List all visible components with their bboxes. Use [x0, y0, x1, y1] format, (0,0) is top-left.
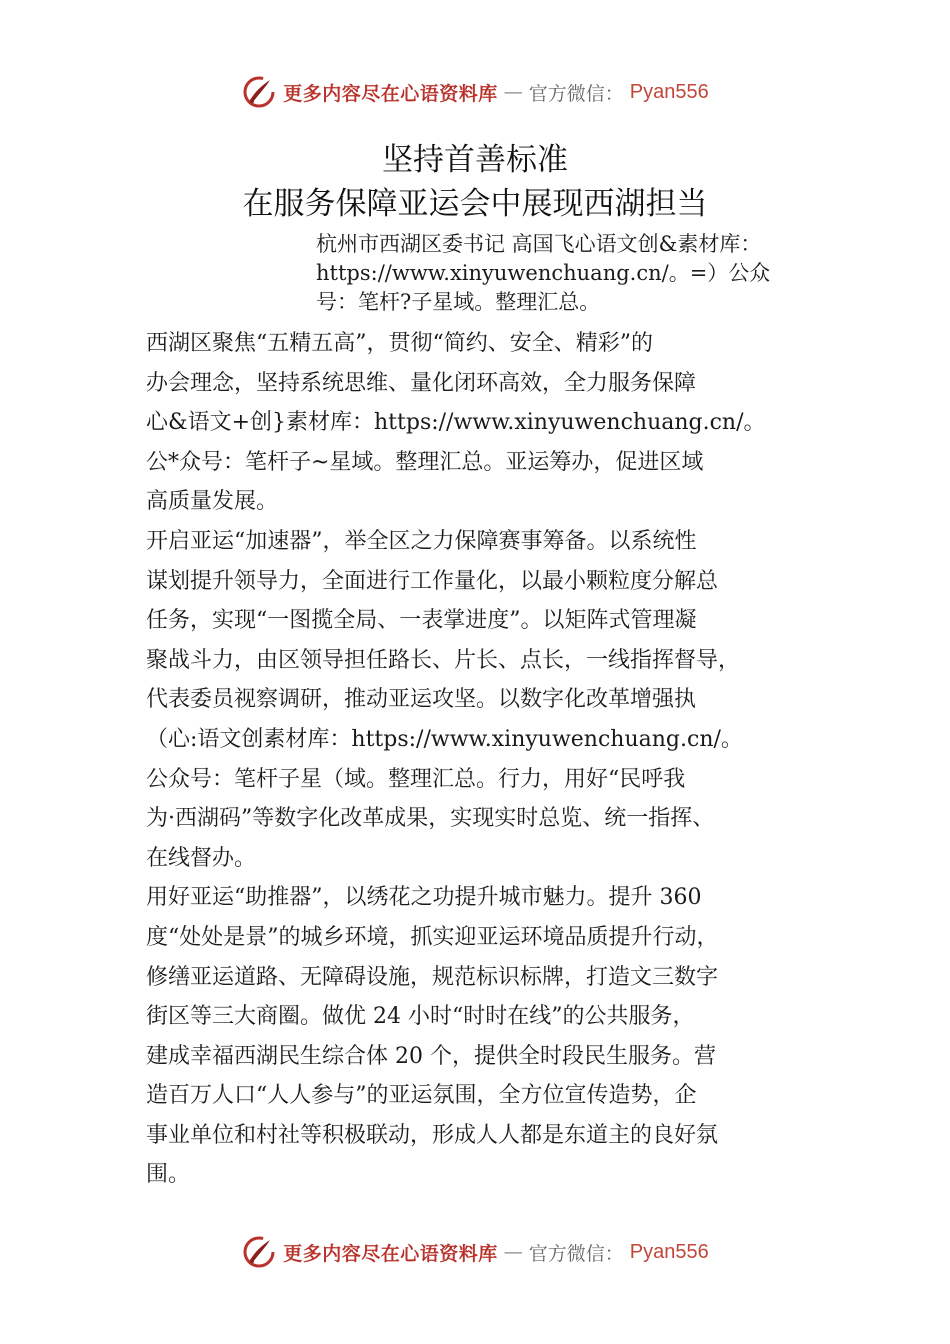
body-line: 任务，实现“一图揽全局、一表掌进度”。以矩阵式管理凝 — [146, 608, 697, 634]
body-line: 度“处处是景”的城乡环境，抓实迎亚运环境品质提升行动， — [146, 924, 719, 950]
body-line: 造百万人口“人人参与”的亚运氛围，全方位宣传造势，企 — [146, 1083, 697, 1109]
body-line: （心:语文创素材库：https://www.xinyuwenchuang.cn/。 — [146, 726, 743, 752]
document-title-line-2: 在服务保障亚运会中展现西湖担当 — [242, 186, 708, 222]
body-line: 西湖区聚焦“五精五高”，贯彻“简约、安全、精彩”的 — [146, 331, 653, 356]
body-line: 街区等三大商圈。做优 24 小时“时时在线”的公共服务， — [146, 1004, 695, 1030]
brush-circle-logo-icon — [241, 74, 277, 110]
byline-line: 号：笔杆?子星域。整理汇总。 — [316, 290, 601, 314]
banner-separator: — — [503, 1241, 523, 1263]
body-line: 开启亚运“加速器”，举全区之力保障赛事筹备。以系统性 — [146, 528, 697, 554]
article-body — [146, 324, 836, 1195]
body-line: 代表委员视察调研，推动亚运攻坚。以数字化改革增强执 — [146, 687, 697, 713]
brush-circle-logo-icon — [241, 1234, 277, 1270]
banner-separator: — — [503, 81, 523, 103]
body-line: 办会理念，坚持系统思维、量化闭环高效，全力服务保障 — [146, 370, 697, 396]
body-line: 谋划提升领导力，全面进行工作量化，以最小颗粒度分解总 — [146, 568, 719, 594]
banner-account: Pyan556 — [629, 80, 709, 103]
body-line: 在线督办。 — [146, 845, 257, 871]
banner-wechat-label: 官方微信： — [528, 1242, 624, 1265]
banner-brand: 更多内容尽在心语资料库 — [283, 1242, 498, 1265]
banner-wechat-label: 官方微信： — [528, 82, 624, 105]
body-line: 建成幸福西湖民生综合体 20 个，提供全时段民生服务。营 — [146, 1043, 716, 1069]
body-line: 高质量发展。 — [146, 489, 279, 515]
body-line: 心&语文+创}素材库：https://www.xinyuwenchuang.cn/。 — [146, 410, 766, 436]
body-line: 公众号：笔杆子星（域。整理汇总。行力，用好“民呼我 — [146, 766, 686, 792]
footer-banner — [0, 1232, 950, 1272]
header-banner — [0, 72, 950, 112]
author-byline — [316, 230, 856, 317]
body-line: 围。 — [146, 1162, 191, 1188]
body-line: 公*众号：笔杆子~星域。整理汇总。亚运筹办，促进区域 — [146, 449, 704, 475]
byline-line: 杭州市西湖区委书记 高国飞心语文创&素材库： — [316, 232, 762, 256]
byline-line: https://www.xinyuwenchuang.cn/。=）公众 — [316, 261, 771, 285]
body-line: 聚战斗力，由区领导担任路长、片长、点长，一线指挥督导， — [146, 647, 741, 673]
body-line: 事业单位和村社等积极联动，形成人人都是东道主的良好氛 — [146, 1122, 719, 1148]
body-line: 为·西湖码”等数字化改革成果，实现实时总览、统一指挥、 — [146, 806, 715, 832]
document-title-line-1: 坚持首善标准 — [382, 142, 568, 178]
body-line: 修缮亚运道路、无障碍设施，规范标识标牌，打造文三数字 — [146, 964, 719, 990]
banner-account: Pyan556 — [629, 1240, 709, 1263]
body-line: 用好亚运“助推器”，以绣花之功提升城市魅力。提升 360 — [146, 885, 702, 911]
banner-brand: 更多内容尽在心语资料库 — [283, 82, 498, 105]
